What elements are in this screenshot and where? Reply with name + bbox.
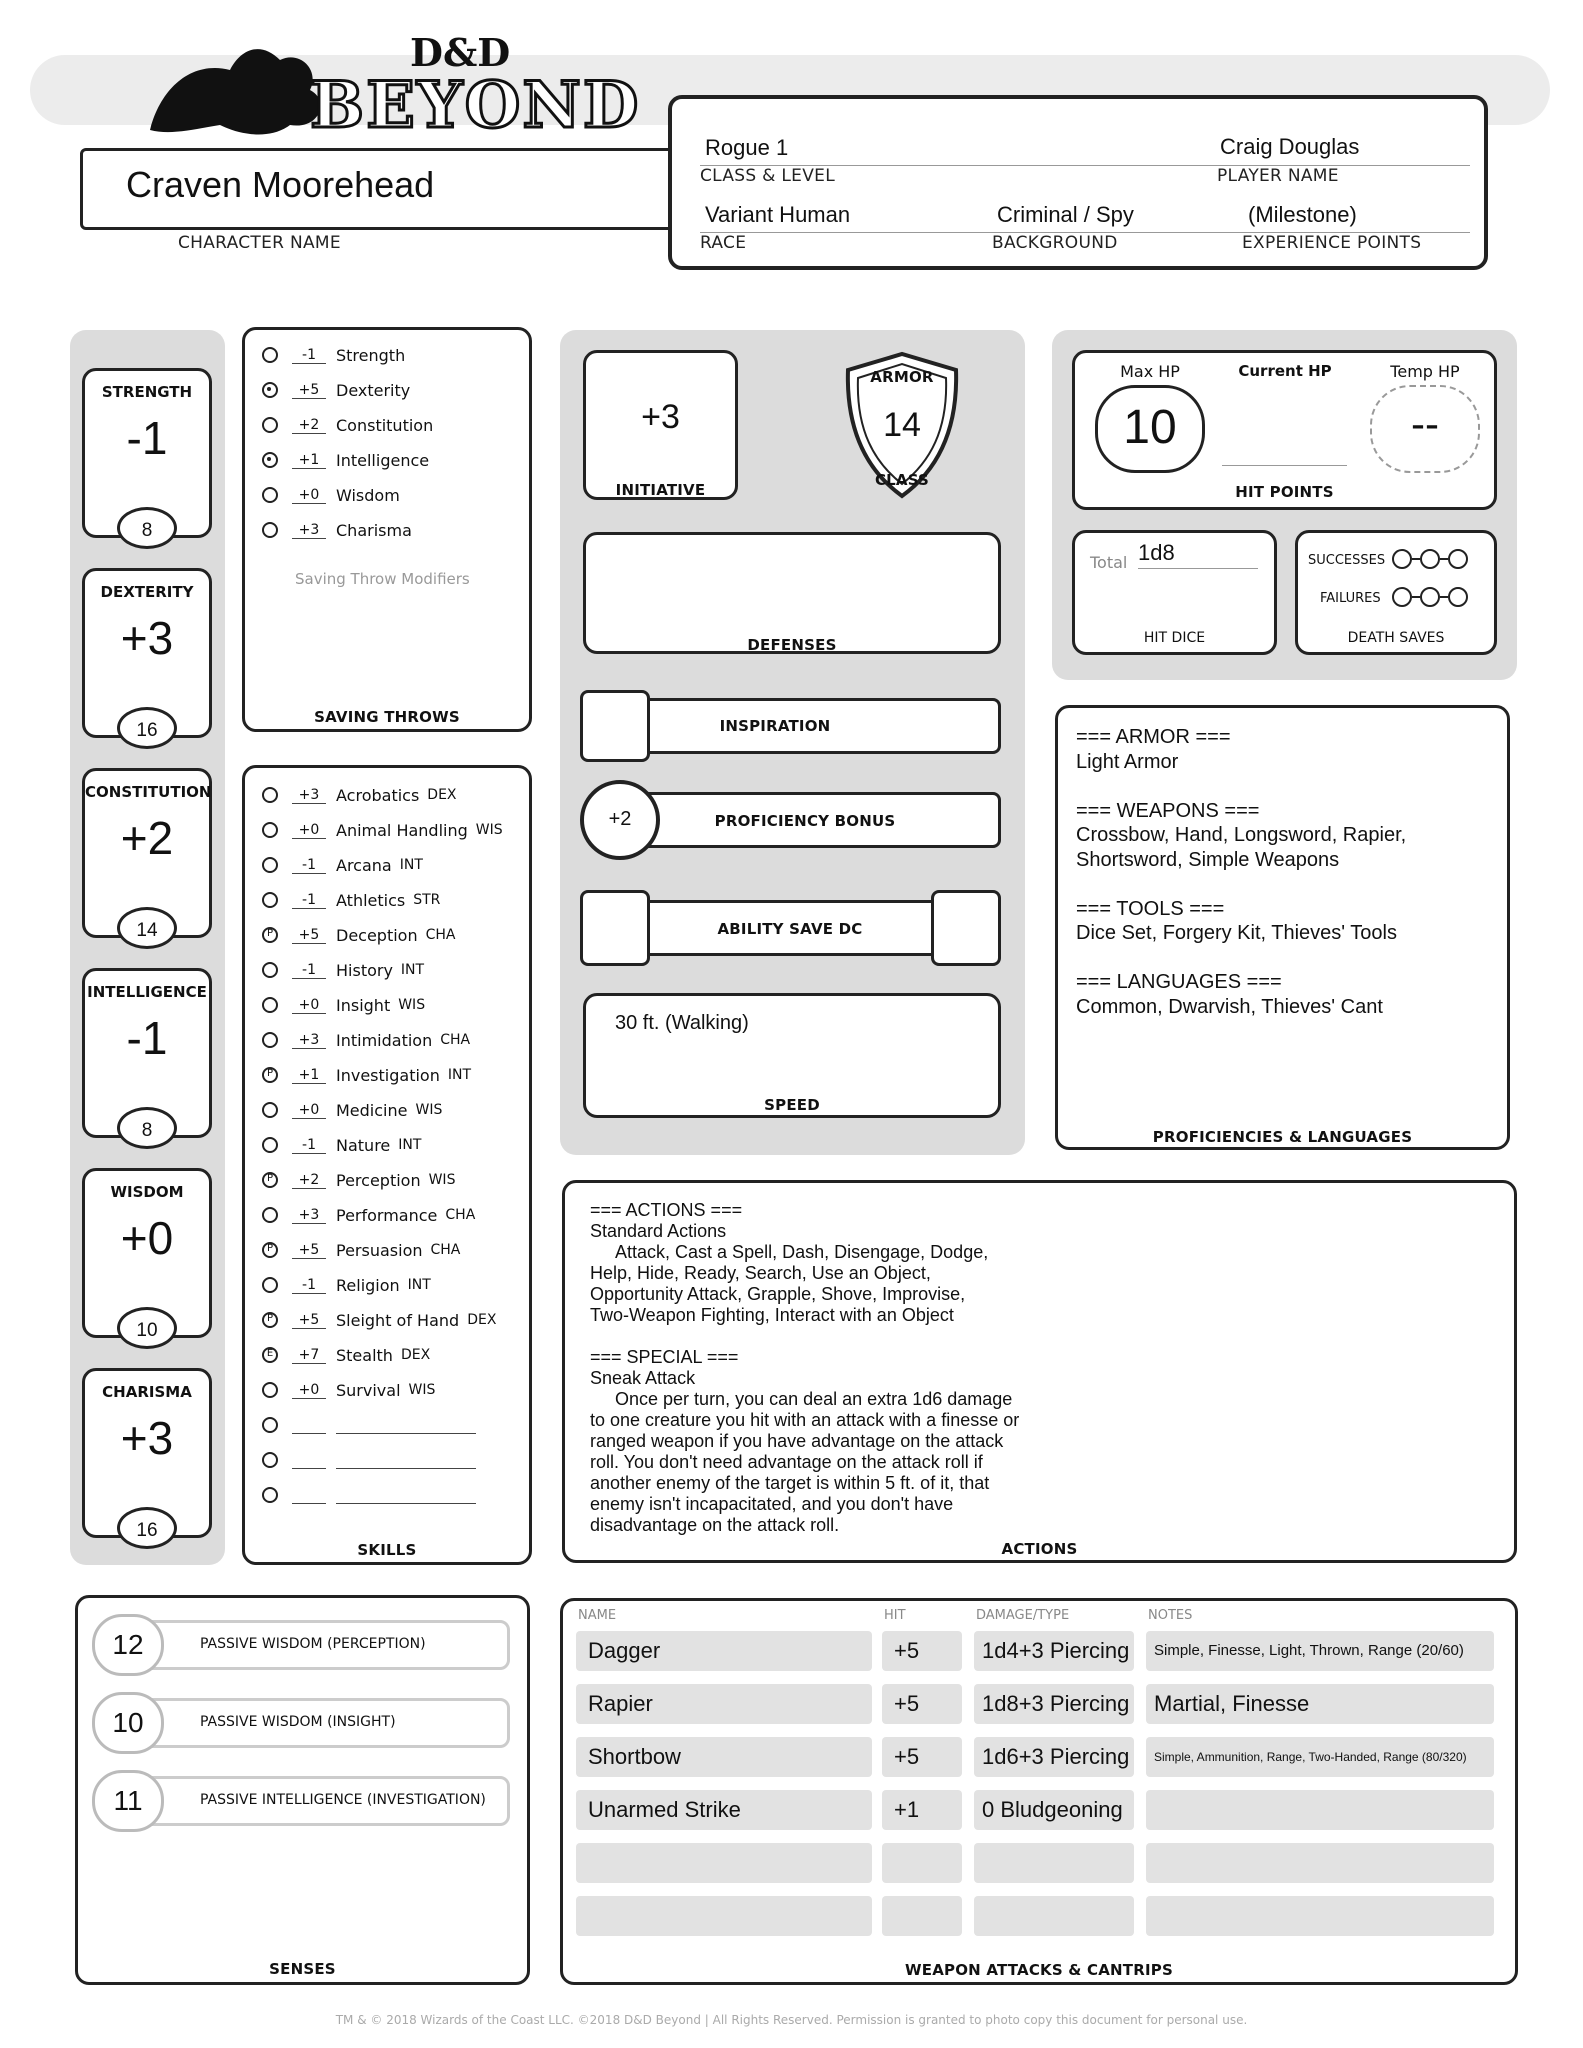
empty-circle-icon[interactable] <box>262 1452 278 1468</box>
skill-proficiency-icon[interactable] <box>262 962 278 978</box>
saving-throw-name: Wisdom <box>336 485 400 505</box>
skill-attr: WIS <box>398 997 426 1013</box>
weapon-damage[interactable] <box>974 1896 1134 1936</box>
saving-throw-name: Intelligence <box>336 450 430 470</box>
save-dc-right-cap <box>931 890 1001 966</box>
ability-modifier[interactable]: +0 <box>120 1212 174 1264</box>
skill-attr: DEX <box>400 1347 431 1363</box>
skill-name: Intimidation <box>336 1030 433 1050</box>
ability-score[interactable]: 14 <box>117 907 177 949</box>
sense-label: PASSIVE WISDOM (INSIGHT) <box>200 1714 396 1730</box>
current-hp-input[interactable] <box>1222 385 1347 466</box>
saving-throw-row <box>262 445 429 475</box>
inspiration-knob[interactable] <box>580 690 650 762</box>
skill-mod: +0 <box>292 822 326 839</box>
skill-proficiency-icon[interactable] <box>262 857 278 873</box>
ability-name: STRENGTH <box>101 383 193 401</box>
ability-name: WISDOM <box>110 1183 184 1201</box>
saving-throw-mod: +0 <box>292 487 326 504</box>
proficiency-circle-icon[interactable] <box>262 522 278 538</box>
temp-hp-value[interactable]: -- <box>1411 400 1439 447</box>
weapon-notes[interactable] <box>1146 1790 1494 1830</box>
ability-score[interactable]: 16 <box>117 707 177 749</box>
weapon-name[interactable]: Dagger <box>576 1631 872 1671</box>
speed-value[interactable]: 30 ft. (Walking) <box>615 1012 749 1034</box>
saving-throw-mod: +1 <box>292 452 326 469</box>
proficiency-value: +2 <box>608 808 632 830</box>
saving-throw-mod: +3 <box>292 522 326 539</box>
sense-label: PASSIVE INTELLIGENCE (INVESTIGATION) <box>200 1792 486 1808</box>
skill-row <box>262 955 424 985</box>
skill-attr: WIS <box>415 1102 443 1118</box>
empty-circle-icon[interactable] <box>262 1417 278 1433</box>
skill-proficiency-icon[interactable] <box>262 1277 278 1293</box>
weapon-notes[interactable] <box>1146 1896 1494 1936</box>
initiative-value[interactable]: +3 <box>641 398 680 436</box>
logo-top: D&D <box>410 30 511 75</box>
skill-attr: CHA <box>440 1032 471 1048</box>
armor-label-bottom: CLASS <box>874 471 930 489</box>
weapon-name[interactable] <box>576 1896 872 1936</box>
ability-charisma <box>82 1368 212 1541</box>
skill-attr: INT <box>398 1137 422 1153</box>
saving-throw-mod: +5 <box>292 382 326 399</box>
weapon-hit[interactable] <box>882 1896 962 1936</box>
ability-name: CONSTITUTION <box>85 783 212 801</box>
weapon-damage[interactable] <box>974 1843 1134 1883</box>
skill-mod: -1 <box>292 857 326 874</box>
skill-row <box>262 990 425 1020</box>
skill-proficiency-icon[interactable]: P <box>262 1067 278 1083</box>
skill-mod: +5 <box>292 1312 326 1329</box>
skill-attr: INT <box>447 1067 471 1083</box>
ability-dexterity <box>82 568 212 741</box>
logo-bottom: BEYOND <box>310 68 641 143</box>
experience-value[interactable]: (Milestone) <box>1248 202 1357 227</box>
armor-class-value[interactable]: 14 <box>883 406 921 444</box>
skill-proficiency-icon[interactable] <box>262 1382 278 1398</box>
weapons-header-damage: DAMAGE/TYPE <box>976 1608 1070 1623</box>
saving-throw-row <box>262 340 405 370</box>
skill-name: Acrobatics <box>336 785 420 805</box>
weapon-hit[interactable]: +1 <box>882 1790 962 1830</box>
saving-throw-row <box>262 375 410 405</box>
ability-wisdom <box>82 1168 212 1341</box>
weapon-name[interactable] <box>576 1843 872 1883</box>
skill-proficiency-icon[interactable]: P <box>262 1312 278 1328</box>
skill-row <box>262 1200 475 1230</box>
skill-mod: +7 <box>292 1347 326 1364</box>
skill-proficiency-icon[interactable]: P <box>262 1242 278 1258</box>
skill-row <box>262 1375 435 1405</box>
skill-mod: +3 <box>292 1032 326 1049</box>
skill-row <box>262 1095 442 1125</box>
speed-label: SPEED <box>764 1096 820 1114</box>
successes-label: SUCCESSES <box>1308 553 1386 568</box>
ability-modifier[interactable]: +3 <box>120 1412 174 1464</box>
experience-label: EXPERIENCE POINTS <box>1242 233 1422 253</box>
empty-skill-row[interactable] <box>262 1480 476 1510</box>
skills-title: SKILLS <box>357 1541 417 1559</box>
skill-proficiency-icon[interactable]: P <box>262 1172 278 1188</box>
empty-skill-row[interactable] <box>262 1445 476 1475</box>
ability-strength <box>82 368 212 541</box>
weapon-name[interactable]: Shortbow <box>576 1737 872 1777</box>
skill-proficiency-icon[interactable] <box>262 1137 278 1153</box>
saving-throw-name: Charisma <box>336 520 412 540</box>
weapon-notes[interactable] <box>1146 1843 1494 1883</box>
saving-throws-title: SAVING THROWS <box>314 708 460 726</box>
skill-attr: DEX <box>427 787 457 803</box>
saving-throw-row <box>262 410 433 440</box>
skill-proficiency-icon[interactable] <box>262 892 278 908</box>
skill-mod: -1 <box>292 892 326 909</box>
proficiency-circle-icon[interactable] <box>262 382 278 398</box>
skill-attr: INT <box>400 962 425 978</box>
dragon-icon <box>130 30 330 140</box>
skill-proficiency-icon[interactable]: P <box>262 927 278 943</box>
proficiency-circle-icon[interactable] <box>262 452 278 468</box>
skill-name: Nature <box>336 1135 391 1155</box>
proficiency-label: PROFICIENCY BONUS <box>714 812 896 830</box>
skill-mod: +0 <box>292 1102 326 1119</box>
skill-attr: WIS <box>408 1382 436 1398</box>
weapon-damage[interactable]: 1d4+3 Piercing <box>974 1631 1134 1671</box>
skill-row <box>262 1235 460 1265</box>
save-dc-label: ABILITY SAVE DC <box>717 920 863 938</box>
character-name[interactable]: Craven Moorehead <box>126 164 435 205</box>
skill-name: Religion <box>336 1275 400 1295</box>
skill-proficiency-icon[interactable] <box>262 997 278 1013</box>
weapon-notes[interactable]: Simple, Ammunition, Range, Two-Handed, Range (80/320) <box>1146 1737 1494 1777</box>
ability-modifier[interactable]: +2 <box>120 812 174 864</box>
skill-mod: +0 <box>292 997 326 1014</box>
successes-checkboxes[interactable] <box>1392 549 1468 569</box>
ability-intelligence <box>82 968 212 1141</box>
weapon-damage[interactable]: 1d8+3 Piercing <box>974 1684 1134 1724</box>
skill-attr: DEX <box>467 1312 497 1328</box>
current-hp-label: Current HP <box>1238 362 1332 380</box>
skill-name: History <box>336 960 393 980</box>
character-name-label: CHARACTER NAME <box>178 233 341 253</box>
sense-value[interactable]: 10 <box>92 1692 164 1754</box>
armor-label-top: ARMOR <box>870 368 934 386</box>
skill-name: Arcana <box>336 855 392 875</box>
hit-dice-label: HIT DICE <box>1143 630 1206 646</box>
skill-attr: CHA <box>425 927 456 943</box>
weapon-notes[interactable]: Simple, Finesse, Light, Thrown, Range (20/60) <box>1146 1631 1494 1671</box>
skill-name: Survival <box>336 1380 401 1400</box>
skill-row <box>262 920 456 950</box>
background-label: BACKGROUND <box>992 233 1118 253</box>
skill-attr: WIS <box>428 1172 456 1188</box>
ability-score[interactable]: 10 <box>117 1307 177 1349</box>
skill-mod: +2 <box>292 1172 326 1189</box>
logo <box>130 30 641 143</box>
ability-score[interactable]: 16 <box>117 1507 177 1549</box>
player-name-value[interactable]: Craig Douglas <box>1220 134 1360 159</box>
ability-name: INTELLIGENCE <box>87 983 207 1001</box>
weapons-header-hit: HIT <box>884 1608 906 1623</box>
weapon-hit[interactable]: +5 <box>882 1684 962 1724</box>
weapon-hit[interactable]: +5 <box>882 1737 962 1777</box>
skill-attr: CHA <box>445 1207 476 1223</box>
class-level-value[interactable]: Rogue 1 <box>705 135 789 160</box>
ability-modifier[interactable]: +3 <box>120 612 174 664</box>
weapons-title: WEAPON ATTACKS & CANTRIPS <box>905 1961 1173 1979</box>
ability-modifier[interactable]: -1 <box>126 1012 168 1064</box>
skill-name: Performance <box>336 1205 438 1225</box>
saving-throw-name: Strength <box>336 345 406 365</box>
weapon-hit[interactable] <box>882 1843 962 1883</box>
skill-proficiency-icon[interactable] <box>262 787 278 803</box>
saving-throw-modifiers: Saving Throw Modifiers <box>295 570 470 588</box>
weapon-damage[interactable]: 0 Bludgeoning <box>974 1790 1134 1830</box>
skill-name: Sleight of Hand <box>336 1310 460 1330</box>
failures-label: FAILURES <box>1320 591 1381 606</box>
hit-dice-value[interactable]: 1d8 <box>1138 540 1175 565</box>
skill-proficiency-icon[interactable] <box>262 1102 278 1118</box>
sense-label: PASSIVE WISDOM (PERCEPTION) <box>200 1636 426 1652</box>
senses-title: SENSES <box>269 1960 336 1978</box>
saving-throw-row <box>262 480 400 510</box>
skill-mod: +5 <box>292 1242 326 1259</box>
skill-mod: +3 <box>292 1207 326 1224</box>
ability-constitution <box>82 768 212 941</box>
player-name-label: PLAYER NAME <box>1217 166 1339 186</box>
skill-name: Medicine <box>336 1100 408 1120</box>
temp-hp-label: Temp HP <box>1390 362 1460 381</box>
saving-throw-mod: -1 <box>292 347 326 364</box>
skill-attr: CHA <box>430 1242 461 1258</box>
skill-row <box>262 1305 496 1335</box>
proficiency-circle-icon[interactable] <box>262 487 278 503</box>
race-label: RACE <box>700 233 747 253</box>
inspiration-label: INSPIRATION <box>719 717 831 735</box>
skill-row <box>262 1130 421 1160</box>
skill-row <box>262 1270 431 1300</box>
saving-throw-name: Constitution <box>336 415 434 435</box>
skill-name: Investigation <box>336 1065 440 1085</box>
proficiency-circle-icon[interactable] <box>262 417 278 433</box>
skill-name: Deception <box>336 925 418 945</box>
weapon-hit[interactable]: +5 <box>882 1631 962 1671</box>
saving-throw-mod: +2 <box>292 417 326 434</box>
skill-mod: +0 <box>292 1382 326 1399</box>
skill-proficiency-icon[interactable] <box>262 822 278 838</box>
death-saves-label: DEATH SAVES <box>1347 630 1445 646</box>
skill-attr: INT <box>407 1277 431 1293</box>
skill-mod: -1 <box>292 1277 326 1294</box>
initiative-label: INITIATIVE <box>615 481 706 499</box>
empty-circle-icon[interactable] <box>262 1487 278 1503</box>
skill-attr: INT <box>399 857 423 873</box>
skill-row <box>262 885 440 915</box>
weapon-name[interactable]: Rapier <box>576 1684 872 1724</box>
weapons-header-name: NAME <box>578 1608 617 1623</box>
weapons-header-notes: NOTES <box>1148 1608 1193 1623</box>
hit-points-title: HIT POINTS <box>1235 483 1334 501</box>
actions-title: ACTIONS <box>1001 1540 1078 1558</box>
skill-row <box>262 850 423 880</box>
skill-proficiency-icon[interactable]: E <box>262 1347 278 1363</box>
skill-row <box>262 1060 471 1090</box>
defenses-label: DEFENSES <box>747 636 837 654</box>
skill-name: Stealth <box>336 1345 393 1365</box>
saving-throw-row <box>262 515 412 545</box>
saving-throw-name: Dexterity <box>336 380 411 400</box>
skill-name: Athletics <box>336 890 406 910</box>
skill-proficiency-icon[interactable] <box>262 1207 278 1223</box>
sense-value[interactable]: 11 <box>92 1770 164 1832</box>
ability-score[interactable]: 8 <box>117 1107 177 1149</box>
race-value[interactable]: Variant Human <box>705 202 851 227</box>
background-value[interactable]: Criminal / Spy <box>997 202 1134 227</box>
sense-value[interactable]: 12 <box>92 1614 164 1676</box>
skill-mod: +3 <box>292 787 326 804</box>
weapon-name[interactable]: Unarmed Strike <box>576 1790 872 1830</box>
skill-mod: -1 <box>292 962 326 979</box>
proficiencies-text[interactable]: === ARMOR === Light Armor === WEAPONS === Crossbow, Hand, Longsword, Rapier, Shortsword, Simple Weapons === TOOLS === Dice Set, Forgery Kit, Thieves' Tools === LANGUAGES === Common, Dwarvish, Thieves' Cant <box>1076 726 1407 1018</box>
class-level-label: CLASS & LEVEL <box>700 166 835 186</box>
ability-score[interactable]: 8 <box>117 507 177 549</box>
empty-skill-row[interactable] <box>262 1410 476 1440</box>
proficiencies-title: PROFICIENCIES & LANGUAGES <box>1152 1128 1413 1146</box>
skill-name: Insight <box>336 995 391 1015</box>
footer: TM & © 2018 Wizards of the Coast LLC. ©2018 D&D Beyond | All Rights Reserved. Permission is granted to photo copy this document for personal use. <box>335 2013 1248 2027</box>
max-hp-value[interactable]: 10 <box>1123 401 1177 454</box>
skill-attr: STR <box>413 892 441 908</box>
weapon-notes[interactable]: Martial, Finesse <box>1146 1684 1494 1724</box>
skill-row <box>262 780 457 810</box>
skill-row <box>262 1025 470 1055</box>
skill-name: Perception <box>336 1170 421 1190</box>
skill-mod: +1 <box>292 1067 326 1084</box>
skill-name: Persuasion <box>336 1240 423 1260</box>
ability-modifier[interactable]: -1 <box>126 412 168 464</box>
weapon-damage[interactable]: 1d6+3 Piercing <box>974 1737 1134 1777</box>
hit-dice-total-label: Total <box>1090 553 1128 572</box>
max-hp-label: Max HP <box>1120 362 1180 381</box>
ability-name: DEXTERITY <box>100 583 194 601</box>
skill-name: Animal Handling <box>336 820 468 840</box>
ability-name: CHARISMA <box>102 1383 192 1401</box>
save-dc-left-cap <box>580 890 650 966</box>
skill-row <box>262 1340 430 1370</box>
failures-checkboxes[interactable] <box>1392 587 1468 607</box>
skill-row <box>262 815 503 845</box>
skill-attr: WIS <box>475 822 503 838</box>
skill-mod: +5 <box>292 927 326 944</box>
proficiency-circle-icon[interactable] <box>262 347 278 363</box>
actions-text[interactable]: === ACTIONS === Standard Actions Attack, Cast a Spell, Dash, Disengage, Dodge, Help, Hide, Ready, Search, Use an Object, Opportunity Attack, Grapple, Shove, Improvise, Two-Weapon Fighting, Interact with an Object === SPECIAL === Sneak Attack Once per turn, you can deal an extra 1d6 damage to one creature you hit with an attack with a finesse or ranged weapon if you have advantage on the attack roll. You don't need advantage on the attack roll if another enemy of the target is within 5 ft. of it, that enemy isn't incapacitated, and you don't have disadvantage on the attack roll. <box>590 1200 1020 1535</box>
skill-proficiency-icon[interactable] <box>262 1032 278 1048</box>
skill-row <box>262 1165 455 1195</box>
skill-mod: -1 <box>292 1137 326 1154</box>
